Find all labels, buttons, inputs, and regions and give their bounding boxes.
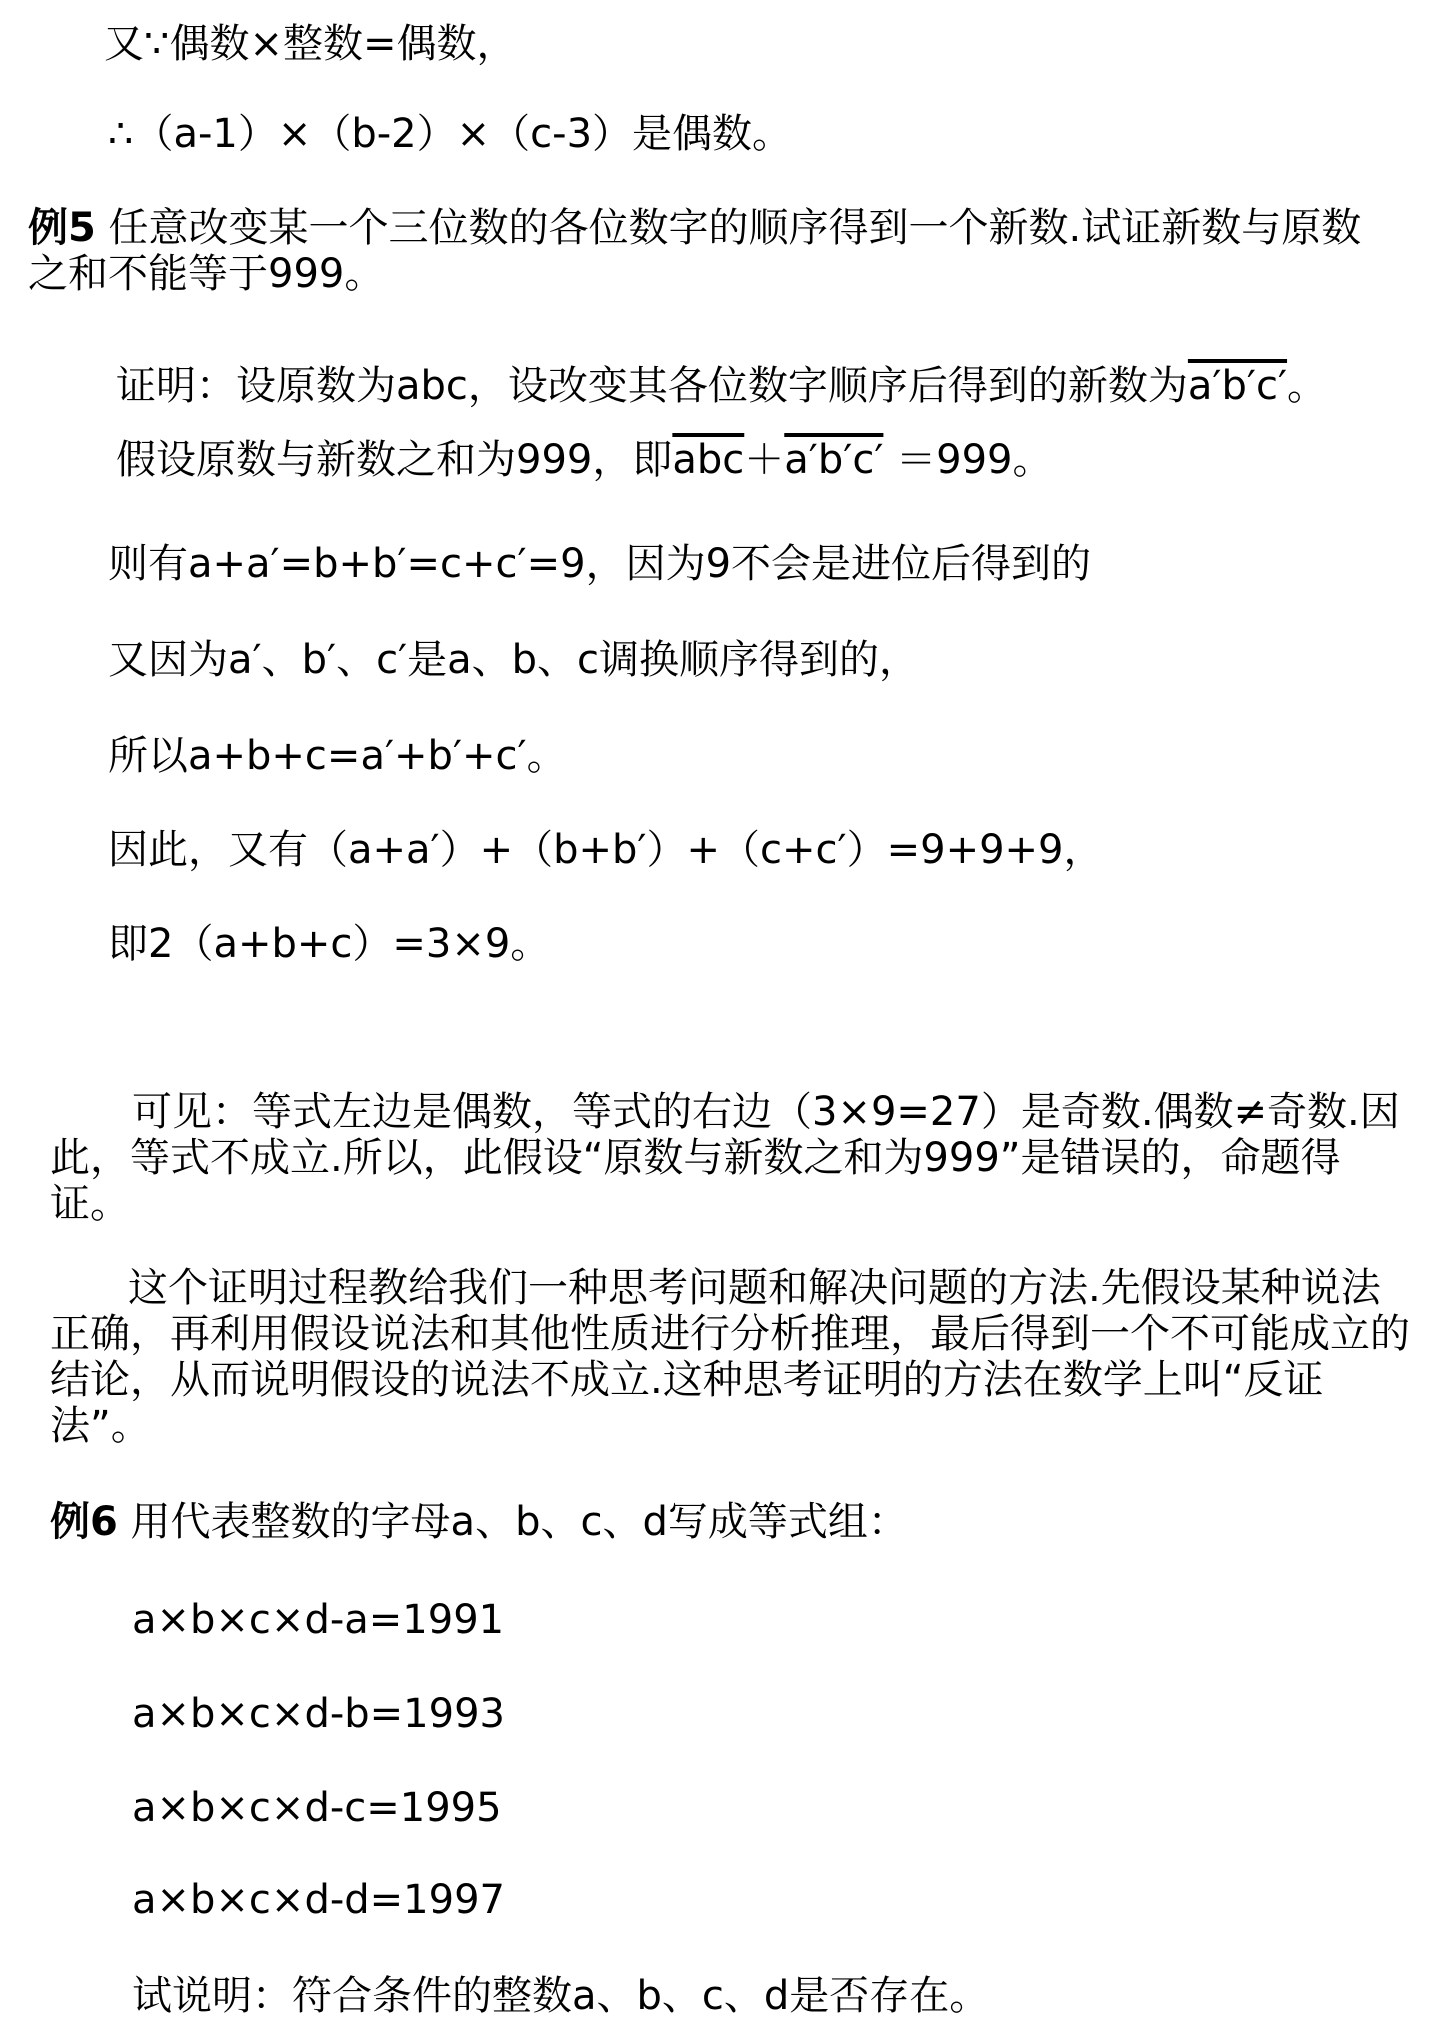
proof-step: 即2（a+b+c）=3×9。 [108,921,551,967]
proof-step: 所以a+b+c=a′+b′+c′。 [108,733,567,779]
proof-step: 则有a+a′=b+b′=c+c′=9，因为9不会是进位后得到的 [108,541,1092,587]
method-line: 正确，再利用假设说法和其他性质进行分析推理，最后得到一个不可能成立的 [50,1311,1410,1357]
overlined-term: $\overline{abc}$ [672,437,745,483]
proof-step: 又因为a′、b′、c′是a、b、c调换顺序得到的， [108,637,920,683]
proof-step: 因此，又有（a+a′）+（b+b′）+（c+c′）=9+9+9， [108,827,1104,873]
text-line: 又∵偶数×整数=偶数， [104,21,517,67]
example-5-continuation: 之和不能等于999。 [28,251,385,297]
equation: a×b×c×d-d=1997 [132,1877,505,1923]
method-line: 这个证明过程教给我们一种思考问题和解决问题的方法.先假设某种说法 [128,1265,1381,1311]
example-label: 例5 [28,205,96,251]
conclusion-line: 可见：等式左边是偶数，等式的右边（3×9=27）是奇数.偶数≠奇数.因 [132,1089,1400,1135]
equation: a×b×c×d-c=1995 [132,1785,502,1831]
example-text: 用代表整数的字母a、b、c、d写成等式组： [117,1499,908,1545]
equation: a×b×c×d-a=1991 [132,1597,505,1643]
overlined-term: a′b′c′ [784,437,884,483]
method-line: 法”。 [50,1403,151,1449]
proof-line-2: 假设原数与新数之和为999，即$\overline{abc}+a'b'c' =999$。 [116,437,1053,483]
example-text: 任意改变某一个三位数的各位数字的顺序得到一个新数.试证新数与原数 [95,205,1362,251]
proof-line-1: 证明：设原数为abc，设改变其各位数字顺序后得到的新数为a′b′c′。 [116,363,1328,409]
overlined-term: a′b′c′ [1187,363,1288,409]
conclusion-line: 此，等式不成立.所以，此假设“原数与新数之和为999”是错误的，命题得 [50,1135,1341,1181]
equation: a×b×c×d-b=1993 [132,1691,505,1737]
example-label: 例6 [50,1499,118,1545]
example-6-heading [50,1498,908,1546]
question-line: 试说明：符合条件的整数a、b、c、d是否存在。 [132,1973,990,2019]
example-5-heading [28,204,1361,252]
text-line: ∴（a-1）×（b-2）×（c-3）是偶数。 [108,111,793,157]
conclusion-line: 证。 [50,1181,130,1227]
method-line: 结论，从而说明假设的说法不成立.这种思考证明的方法在数学上叫“反证 [50,1357,1324,1403]
